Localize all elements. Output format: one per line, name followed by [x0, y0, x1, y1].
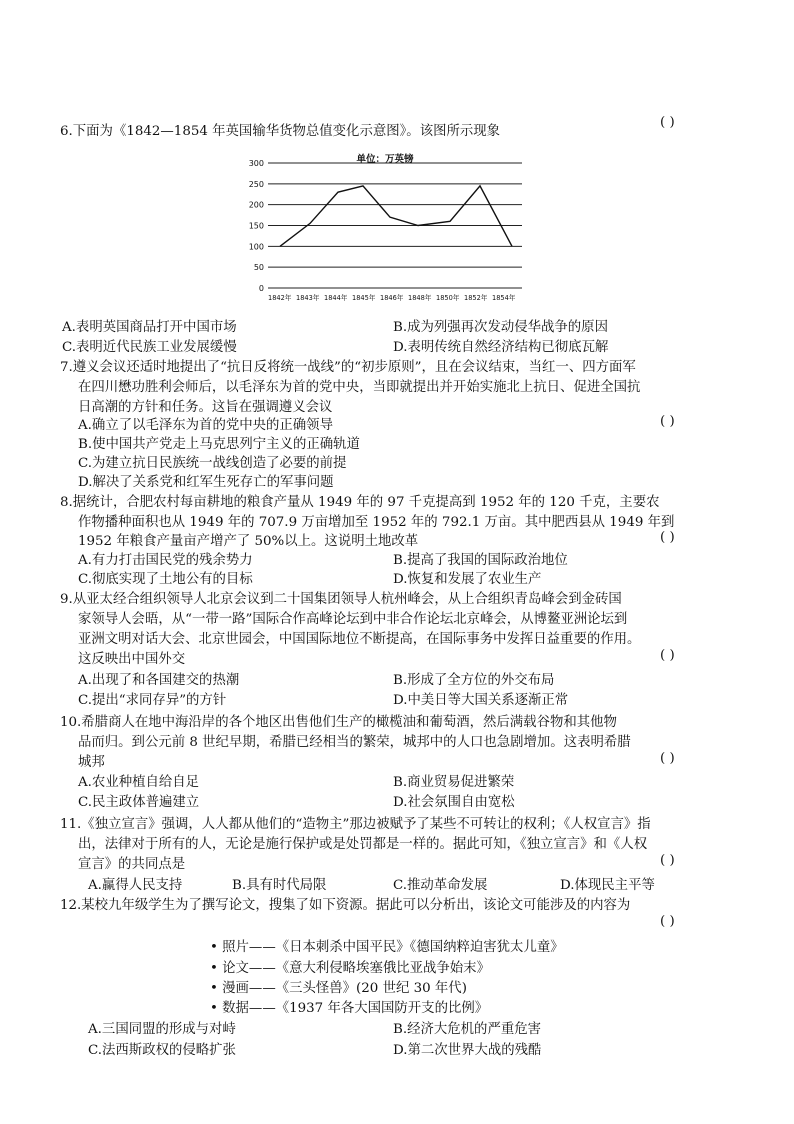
q11-answer-blank: ( ) — [660, 853, 675, 868]
q6-option-a: A.表明英国商品打开中国市场 — [62, 320, 237, 335]
q10-option-b: B.商业贸易促进繁荣 — [393, 775, 515, 790]
q10-option-d: D.社会氛围自由宽松 — [393, 795, 515, 810]
q8-line-1: 8.据统计，合肥农村每亩耕地的粮食产量从 1949 年的 97 千克提高到 1952 年的 120 千克，主要农 — [60, 495, 660, 510]
x-tick-label: 1846年 — [380, 294, 404, 302]
q12-stem: 12.某校九年级学生为了撰写论文，搜集了如下资源。据此可以分析出，该论文可能涉及的内容为 — [60, 898, 631, 913]
chart-title: 单位：万英镑 — [356, 154, 414, 165]
y-tick-label: 100 — [248, 242, 264, 252]
q12-option-b: B.经济大危机的严重危害 — [393, 1022, 542, 1037]
q12-resource-4: • 数据——《1937 年各大国国防开支的比例》 — [210, 1001, 489, 1016]
q7-line-3: 日高潮的方针和任务。这旨在强调遵义会议 — [78, 400, 333, 415]
q7-option-c: C.为建立抗日民族统一战线创造了必要的前提 — [78, 456, 347, 471]
q10-line-3: 城邦 — [78, 755, 105, 770]
y-tick-label: 150 — [248, 221, 264, 231]
q8-line-2: 作物播种面积也从 1949 年的 707.9 万亩增加至 1952 年的 792.1 万亩。其中肥西县从 1949 年到 — [78, 515, 675, 530]
q8-answer-blank: ( ) — [660, 530, 675, 545]
q10-line-2: 品而归。到公元前 8 世纪早期，希腊已经相当的繁荣，城邦中的人口也急剧增加。这表明希腊 — [78, 735, 631, 750]
q9-option-c: C.提出“求同存异”的方针 — [78, 693, 227, 708]
q8-line-3: 1952 年粮食产量亩产增产了 50%以上。这说明土地改革 — [78, 534, 419, 549]
q10-option-a: A.农业种植自给自足 — [78, 775, 200, 790]
q6-answer-blank: ( ) — [660, 115, 675, 130]
q6-chart — [230, 150, 550, 304]
q12-option-c: C.法西斯政权的侵略扩张 — [88, 1043, 236, 1058]
x-tick-label: 1854年 — [492, 294, 516, 302]
x-tick-label: 1852年 — [464, 294, 488, 302]
q8-option-c: C.彻底实现了土地公有的目标 — [78, 572, 253, 587]
q11-option-d: D.体现民主平等 — [560, 878, 655, 893]
x-tick-label: 1848年 — [408, 294, 432, 302]
q7-option-b: B.使中国共产党走上马克思列宁主义的正确轨道 — [78, 437, 360, 452]
y-tick-label: 0 — [258, 284, 264, 293]
q7-line-2: 在四川懋功胜利会师后，以毛泽东为首的党中央，当即就提出并开始实施北上抗日、促进全国抗 — [78, 380, 641, 395]
chart-x-ticks — [268, 293, 516, 302]
q9-line-3: 亚洲文明对话大会、北京世园会，中国国际地位不断提高，在国际事务中发挥日益重要的作用。 — [78, 632, 641, 647]
q7-answer-blank: ( ) — [660, 414, 675, 429]
q9-option-a: A.出现了和各国建交的热潮 — [78, 673, 240, 688]
q7-option-d: D.解决了关系党和红军生死存亡的军事问题 — [78, 475, 334, 490]
chart-series-line — [280, 186, 512, 246]
q6-option-d: D.表明传统自然经济结构已彻底瓦解 — [393, 340, 609, 355]
x-tick-label: 1843年 — [296, 294, 320, 302]
q8-option-d: D.恢复和发展了农业生产 — [393, 572, 542, 587]
chart-y-ticks — [249, 159, 264, 293]
q11-option-b: B.具有时代局限 — [232, 878, 327, 893]
q11-line-2: 出，法律对于所有的人，无论是施行保护或是处罚都是一样的。据此可知，《独立宣言》和《人权 — [78, 837, 648, 852]
q11-option-a: A.赢得人民支持 — [88, 878, 183, 893]
x-tick-label: 1844年 — [324, 294, 348, 302]
q12-answer-blank: ( ) — [660, 914, 675, 929]
x-tick-label: 1842年 — [268, 294, 292, 302]
y-tick-label: 200 — [248, 200, 264, 210]
q6-option-c: C.表明近代民族工业发展缓慢 — [62, 340, 237, 355]
x-tick-label: 1845年 — [352, 294, 376, 302]
q10-answer-blank: ( ) — [660, 751, 675, 766]
q11-line-1: 11.《独立宣言》强调，人人都从他们的“造物主”那边被赋予了某些不可转让的权利；《人权宣言》指 — [60, 817, 651, 832]
q12-option-a: A.三国同盟的形成与对峙 — [88, 1022, 236, 1037]
q12-resource-3: • 漫画——《三头怪兽》(20 世纪 30 年代) — [210, 981, 467, 996]
q7-option-a: A.确立了以毛泽东为首的党中央的正确领导 — [78, 418, 333, 433]
q9-line-1: 9.从亚太经合组织领导人北京会议到二十国集团领导人杭州峰会，从上合组织青岛峰会到金砖国 — [60, 592, 622, 607]
x-tick-label: 1850年 — [436, 294, 460, 302]
q9-line-2: 家领导人会晤，从“一带一路”国际合作高峰论坛到中非合作论坛北京峰会，从博鳌亚洲论坛到 — [78, 612, 628, 627]
y-tick-label: 300 — [248, 159, 264, 168]
q9-answer-blank: ( ) — [660, 648, 675, 663]
q11-option-c: C.推动革命发展 — [393, 878, 488, 893]
y-tick-label: 50 — [253, 263, 264, 273]
q12-option-d: D.第二次世界大战的残酷 — [393, 1043, 542, 1058]
q9-option-b: B.形成了全方位的外交布局 — [393, 673, 555, 688]
q8-option-b: B.提高了我国的国际政治地位 — [393, 553, 568, 568]
q11-line-3: 宣言》的共同点是 — [78, 857, 186, 872]
y-tick-label: 250 — [248, 179, 264, 189]
q6-stem: 6.下面为《1842—1854 年英国输华货物总值变化示意图》。该图所示现象 — [60, 124, 501, 139]
q12-resource-1: • 照片——《日本刺杀中国平民》《德国纳粹迫害犹太儿童》 — [210, 940, 564, 955]
q10-option-c: C.民主政体普遍建立 — [78, 795, 200, 810]
q6-option-b: B.成为列强再次发动侵华战争的原因 — [393, 320, 608, 335]
q9-option-d: D.中美日等大国关系逐渐正常 — [393, 693, 569, 708]
q8-option-a: A.有力打击国民党的残余势力 — [78, 553, 253, 568]
chart-grid — [268, 163, 522, 288]
q7-line-1: 7.遵义会议还适时地提出了“抗日反将统一战线”的“初步原则”，且在会议结束，当红一、四方面军 — [60, 360, 636, 375]
q10-line-1: 10.希腊商人在地中海沿岸的各个地区出售他们生产的橄榄油和葡萄酒，然后满载谷物和其他物 — [60, 715, 617, 730]
q12-resource-2: • 论文——《意大利侵略埃塞俄比亚战争始末》 — [210, 961, 490, 976]
q9-line-4: 这反映出中国外交 — [78, 652, 186, 667]
